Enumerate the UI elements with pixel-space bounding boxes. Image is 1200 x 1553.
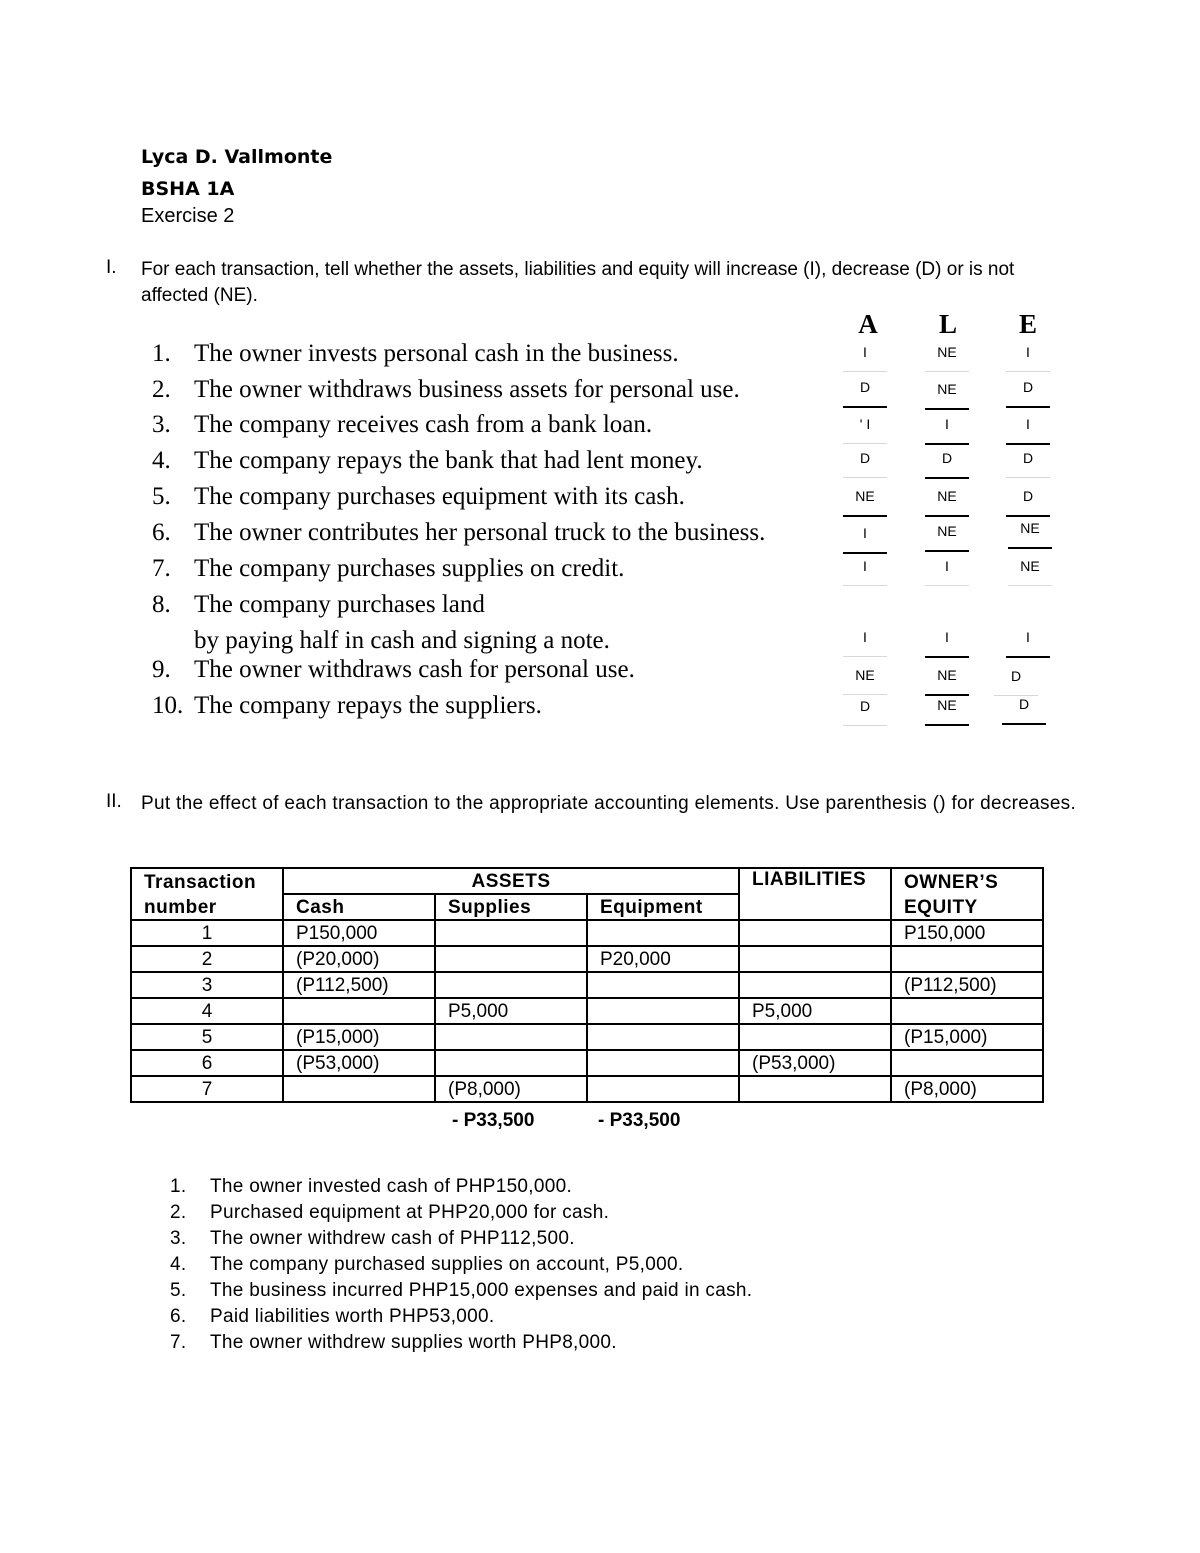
exercise-title: Exercise 2 bbox=[141, 205, 235, 227]
cash-cell: P150,000 bbox=[283, 920, 435, 946]
cash-head: Cash bbox=[283, 894, 435, 920]
question-text: The company purchases supplies on credit. bbox=[194, 555, 625, 582]
liabilities-cell bbox=[739, 1024, 891, 1050]
question-5 bbox=[152, 483, 685, 511]
equity-head-2: EQUITY bbox=[891, 894, 1043, 920]
answer-5-liabilities: NE bbox=[925, 487, 969, 517]
list-item bbox=[170, 1226, 752, 1252]
cash-cell bbox=[283, 998, 435, 1024]
answer-7-equity: NE bbox=[1008, 557, 1052, 586]
part1-instruction: For each transaction, tell whether the assets, liabilities and equity will increase (I), decrease (D) or is not affected (NE). bbox=[141, 259, 1015, 306]
row-number: 7 bbox=[131, 1076, 283, 1102]
list-text: Purchased equipment at PHP20,000 for cash. bbox=[210, 1202, 610, 1223]
list-number: 6. bbox=[170, 1306, 187, 1327]
question-10 bbox=[152, 692, 542, 720]
question-8 bbox=[152, 591, 485, 619]
answer-1-liabilities: NE bbox=[925, 343, 969, 372]
liabilities-cell: (P53,000) bbox=[739, 1050, 891, 1076]
question-number: 2. bbox=[152, 376, 171, 403]
answer-2-equity: D bbox=[1006, 378, 1050, 408]
part1-number: I. bbox=[106, 257, 117, 278]
assets-head: ASSETS bbox=[283, 868, 739, 894]
list-number: 2. bbox=[170, 1202, 187, 1223]
cash-cell: (P112,500) bbox=[283, 972, 435, 998]
liabilities-cell bbox=[739, 972, 891, 998]
transaction-number-head-2: number bbox=[131, 894, 283, 920]
list-number: 3. bbox=[170, 1228, 187, 1249]
question-text: The company repays the bank that had lent money. bbox=[194, 447, 703, 474]
answer-10-liabilities: NE bbox=[925, 696, 969, 726]
equity-cell bbox=[891, 998, 1043, 1024]
equipment-cell bbox=[587, 1024, 739, 1050]
student-class: BSHA 1A bbox=[141, 178, 235, 200]
row-number: 6 bbox=[131, 1050, 283, 1076]
question-text: The company repays the suppliers. bbox=[194, 692, 542, 719]
cash-cell: (P53,000) bbox=[283, 1050, 435, 1076]
answer-10-assets: D bbox=[843, 697, 887, 726]
list-item bbox=[170, 1252, 752, 1278]
answer-3-equity: I bbox=[1006, 415, 1050, 445]
supplies-cell bbox=[435, 972, 587, 998]
equipment-cell bbox=[587, 998, 739, 1024]
column-equity-head: E bbox=[1018, 309, 1037, 339]
equipment-cell: P20,000 bbox=[587, 946, 739, 972]
question-6 bbox=[152, 519, 765, 547]
answer-7-assets: I bbox=[843, 557, 887, 586]
question-3 bbox=[152, 411, 652, 439]
question-text: The company purchases land bbox=[194, 591, 485, 618]
transaction-list bbox=[170, 1174, 752, 1356]
question-text: by paying half in cash and signing a note. bbox=[194, 627, 610, 654]
list-number: 7. bbox=[170, 1332, 187, 1353]
answer-5-equity: D bbox=[1006, 487, 1050, 517]
answer-8-equity: I bbox=[1006, 628, 1050, 658]
part2-number: II. bbox=[106, 791, 122, 812]
table-row bbox=[131, 920, 1043, 946]
answer-8-liabilities: I bbox=[925, 628, 969, 658]
liabilities-cell: P5,000 bbox=[739, 998, 891, 1024]
list-text: The owner withdrew cash of PHP112,500. bbox=[210, 1228, 575, 1249]
row-number: 2 bbox=[131, 946, 283, 972]
student-name: Lyca D. Vallmonte bbox=[141, 146, 333, 168]
question-number: 8. bbox=[152, 591, 171, 618]
liabilities-cell bbox=[739, 1076, 891, 1102]
equity-cell: P150,000 bbox=[891, 920, 1043, 946]
table-row bbox=[131, 946, 1043, 972]
table-row bbox=[131, 1076, 1043, 1102]
answer-9-equity: D bbox=[994, 667, 1038, 696]
equipment-cell bbox=[587, 1050, 739, 1076]
cash-cell bbox=[283, 1076, 435, 1102]
question-8-continued bbox=[152, 627, 610, 655]
answer-6-equity: NE bbox=[1008, 519, 1052, 549]
liabilities-cell bbox=[739, 946, 891, 972]
question-7 bbox=[152, 555, 624, 583]
cash-cell: (P15,000) bbox=[283, 1024, 435, 1050]
answer-1-assets: I bbox=[843, 343, 887, 372]
question-number: 6. bbox=[152, 519, 171, 546]
equipment-cell bbox=[587, 1076, 739, 1102]
answer-9-assets: NE bbox=[843, 666, 887, 695]
question-number: 5. bbox=[152, 483, 171, 510]
question-number: 3. bbox=[152, 411, 171, 438]
question-1 bbox=[152, 340, 679, 368]
answer-4-assets: D bbox=[843, 449, 887, 478]
list-text: The owner invested cash of PHP150,000. bbox=[210, 1176, 573, 1197]
question-text: The owner withdraws business assets for personal use. bbox=[194, 376, 740, 403]
row-number: 4 bbox=[131, 998, 283, 1024]
question-9 bbox=[152, 656, 635, 684]
question-text: The owner contributes her personal truck to the business. bbox=[194, 519, 766, 546]
row-number: 3 bbox=[131, 972, 283, 998]
table-head-row bbox=[131, 868, 1043, 894]
answer-2-assets: D bbox=[843, 378, 887, 408]
table-row bbox=[131, 998, 1043, 1024]
supplies-cell: P5,000 bbox=[435, 998, 587, 1024]
question-4 bbox=[152, 447, 703, 475]
list-text: The owner withdrew supplies worth PHP8,000. bbox=[210, 1332, 617, 1353]
supplies-cell bbox=[435, 920, 587, 946]
question-number: 10. bbox=[152, 692, 184, 719]
equity-cell: (P8,000) bbox=[891, 1076, 1043, 1102]
answer-8-assets: I bbox=[843, 628, 887, 657]
question-text: The owner withdraws cash for personal use. bbox=[194, 656, 635, 683]
question-number: 4. bbox=[152, 447, 171, 474]
question-text: The owner invests personal cash in the business. bbox=[194, 340, 679, 367]
equity-cell: (P15,000) bbox=[891, 1024, 1043, 1050]
list-text: Paid liabilities worth PHP53,000. bbox=[210, 1306, 495, 1327]
supplies-cell bbox=[435, 1024, 587, 1050]
equity-cell bbox=[891, 946, 1043, 972]
list-item bbox=[170, 1304, 752, 1330]
transaction-table bbox=[130, 867, 1044, 1103]
answer-2-liabilities: NE bbox=[925, 380, 969, 410]
equity-cell: (P112,500) bbox=[891, 972, 1043, 998]
answer-6-liabilities: NE bbox=[925, 522, 969, 552]
table-row bbox=[131, 972, 1043, 998]
list-text: The business incurred PHP15,000 expenses and paid in cash. bbox=[210, 1280, 753, 1301]
answer-9-liabilities: NE bbox=[925, 666, 969, 696]
row-number: 1 bbox=[131, 920, 283, 946]
question-number: 1. bbox=[152, 340, 171, 367]
equity-cell bbox=[891, 1050, 1043, 1076]
part2-instruction: Put the effect of each transaction to the appropriate accounting elements. Use parenthesis () for decreases. bbox=[141, 793, 1077, 814]
equipment-cell bbox=[587, 972, 739, 998]
list-number: 4. bbox=[170, 1254, 187, 1275]
question-2 bbox=[152, 376, 740, 404]
answer-5-assets: NE bbox=[843, 487, 887, 517]
supplies-cell: (P8,000) bbox=[435, 1076, 587, 1102]
liabilities-head: LIABILITIES bbox=[739, 868, 891, 920]
answer-3-liabilities: I bbox=[925, 415, 969, 445]
transaction-number-head: Transaction bbox=[131, 868, 283, 894]
column-liabilities-head: L bbox=[938, 309, 957, 339]
list-item bbox=[170, 1330, 752, 1356]
list-number: 5. bbox=[170, 1280, 187, 1301]
answer-4-equity: D bbox=[1006, 449, 1050, 478]
question-number: 7. bbox=[152, 555, 171, 582]
equity-head: OWNER’S bbox=[891, 868, 1043, 894]
question-number: 9. bbox=[152, 656, 171, 683]
equipment-head: Equipment bbox=[587, 894, 739, 920]
answer-4-liabilities: D bbox=[925, 449, 969, 479]
supplies-head: Supplies bbox=[435, 894, 587, 920]
liabilities-cell bbox=[739, 920, 891, 946]
list-item bbox=[170, 1278, 752, 1304]
answer-6-assets: I bbox=[843, 524, 887, 554]
table-row bbox=[131, 1050, 1043, 1076]
row-number: 5 bbox=[131, 1024, 283, 1050]
equipment-cell bbox=[587, 920, 739, 946]
column-assets-head: A bbox=[858, 309, 878, 339]
answer-10-equity: D bbox=[1002, 695, 1046, 725]
question-text: The company receives cash from a bank loan. bbox=[194, 411, 653, 438]
table-row bbox=[131, 1024, 1043, 1050]
supplies-total: - P33,500 bbox=[452, 1110, 535, 1131]
question-text: The company purchases equipment with its cash. bbox=[194, 483, 685, 510]
equipment-total: - P33,500 bbox=[598, 1110, 681, 1131]
list-item bbox=[170, 1174, 752, 1200]
list-number: 1. bbox=[170, 1176, 187, 1197]
list-text: The company purchased supplies on account, P5,000. bbox=[210, 1254, 684, 1275]
supplies-cell bbox=[435, 946, 587, 972]
answer-7-liabilities: I bbox=[925, 557, 969, 586]
supplies-cell bbox=[435, 1050, 587, 1076]
answer-1-equity: I bbox=[1006, 343, 1050, 372]
table-subhead-row bbox=[131, 894, 1043, 920]
list-item bbox=[170, 1200, 752, 1226]
cash-cell: (P20,000) bbox=[283, 946, 435, 972]
answer-3-assets: ' I bbox=[843, 415, 887, 444]
